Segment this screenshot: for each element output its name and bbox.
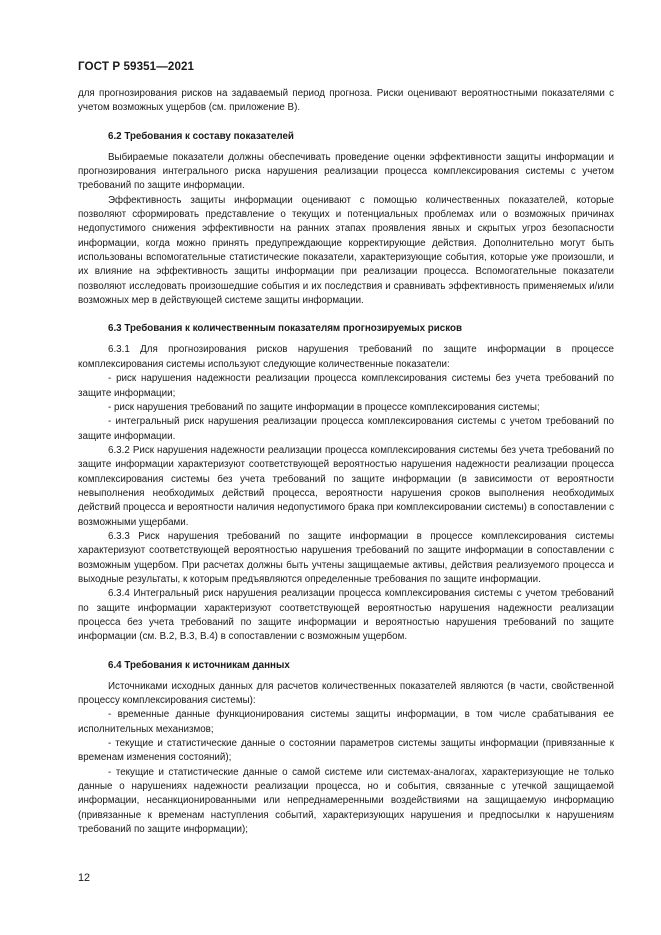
- section-heading-6-3: 6.3 Требования к количественным показателям прогнозируемых рисков: [108, 323, 463, 335]
- list-item: - интегральный риск нарушения реализации процесса комплексирования системы с учетом требований по защите информации.: [78, 416, 614, 442]
- list-item: - текущие и статистические данные о состоянии параметров системы защиты информации (привязанные к временам изменения состояний);: [78, 738, 614, 764]
- paragraph-6-3-1: 6.3.1 Для прогнозирования рисков нарушения требований по защите информации в процессе комплексирования системы используют следующие количественные показатели:: [78, 344, 614, 370]
- list-item: - риск нарушения надежности реализации процесса комплексирования системы без учета требований по защите информации;: [78, 373, 614, 399]
- paragraph: Источниками исходных данных для расчетов количественных показателей являются (в части, свойственной процессу комплексирования системы):: [78, 680, 614, 707]
- list-item: - временные данные функционирования системы защиты информации, в том числе срабатывания ее исполнительных механизмов;: [78, 709, 614, 735]
- page-number: 12: [78, 872, 91, 884]
- paragraph-continuation: для прогнозирования рисков на задаваемый период прогноза. Риски оценивают вероятностными показателями с учетом возможных ущербов (см. приложение В).: [78, 88, 614, 114]
- paragraph-6-3-3: 6.3.3 Риск нарушения требований по защите информации в процессе комплексирования системы характеризуют соответствующей вероятностью нарушения требований по защите информации в сопоставлении с возможным ущербом. При расчетах должны быть учтены защищаемые активы, действия реализуемого процесса и выходные результаты, к которым предъявляются определенные требования по защите информации.: [78, 530, 614, 585]
- list-item: - риск нарушения требований по защите информации в процессе комплексирования системы;: [108, 401, 540, 413]
- document-body: [78, 87, 614, 837]
- section-heading-6-2: 6.2 Требования к составу показателей: [108, 130, 294, 142]
- list-item: - текущие и статистические данные о самой системе или системах-аналогах, характеризующие не только данные о нарушениях надежности реализации процесса, но и события, связанные с утечкой защищаемой информации, несанкционированными или непреднамеренными воздействиями на защищаемую информацию (привязанные к временам наступления событий, характеризующих нарушения и предпосылки к нарушениям требований по защите информации);: [78, 766, 614, 836]
- section-heading-6-4: 6.4 Требования к источникам данных: [108, 659, 290, 671]
- paragraph: Эффективность защиты информации оценивают с помощью количественных показателей, которые позволяют сформировать представление о текущих и потенциальных проблемах или о возможных причинах недопустимого снижения эффективности на ранних этапах проявления явных и скрытых угроз безопасности информации, когда можно принять предупреждающие корректирующие действия. Дополнительно могут быть использованы вспомогательные статистические показатели, характеризующие события, которые уже произошли, и их влияние на эффективность защиты информации при реализации процесса. Вспомогательные показатели позволяют исследовать произошедшие события и их последствия и сравнивать эффективность применяемых и/или возможных мер в действующей системе защиты информации.: [78, 194, 614, 307]
- paragraph: Выбираемые показатели должны обеспечивать проведение оценки эффективности защиты информации и прогнозирования интегрального риска нарушения реализации процесса комплексирования системы с учетом требований по защите информации.: [78, 151, 614, 192]
- paragraph-6-3-2: 6.3.2 Риск нарушения надежности реализации процесса комплексирования системы без учета требований по защите информации характеризуют соответствующей вероятностью нарушения надежности реализации процесса комплексирования системы без учета требований по защите информации (в зависимости от вероятности невыполнения необходимых действий процесса, вероятности нарушения сроков выполнения необходимых действий процесса и вероятности наличия недопустимого брака при комплексировании системы) в сопоставлении с возможными ущербами.: [78, 444, 614, 528]
- paragraph-6-3-4: 6.3.4 Интегральный риск нарушения реализации процесса комплексирования системы с учетом требований по защите информации характеризуют соответствующей вероятностью нарушения надежности реализации процесса без учета требований по защите информации и вероятностью нарушения требований по защите информации (см. В.2, В.3, В.4) в сопоставлении с возможным ущербом.: [78, 588, 614, 643]
- document-header: ГОСТ Р 59351—2021: [78, 60, 195, 73]
